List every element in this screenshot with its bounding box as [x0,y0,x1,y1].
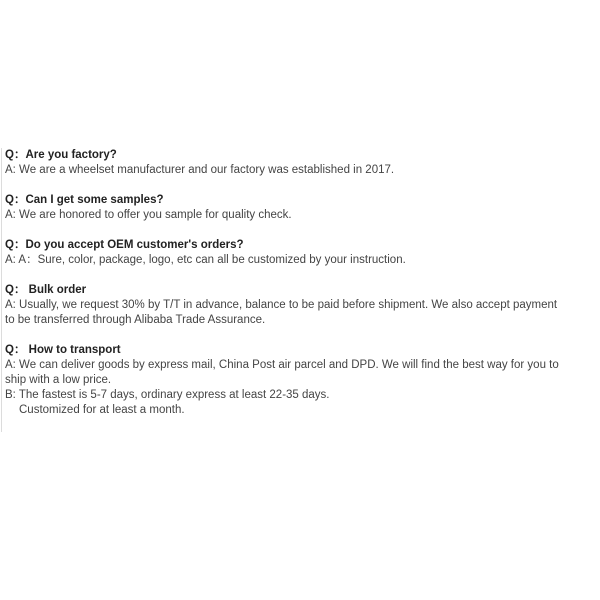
faq-question: Q：Do you accept OEM customer's orders? [5,239,244,251]
faq-item-oem [5,238,565,268]
faq-question: Q： Bulk order [5,284,87,296]
faq-answer: A: We can deliver goods by express mail, China Post air parcel and DPD. We will find the best way for you to ship with a low price. [5,359,559,386]
faq-question: Q： How to transport [5,344,121,356]
faq-answer-b: B: The fastest is 5-7 days, ordinary express at least 22-35 days. [5,389,330,401]
faq-answer: A: A：Sure, color, package, logo, etc can all be customized by your instruction. [5,254,406,266]
faq-item-factory [5,148,565,178]
faq-answer: A: Usually, we request 30% by T/T in advance, balance to be paid before shipment. We also accept payment to be transferred through Alibaba Trade Assurance. [5,299,558,326]
faq-item-transport [5,343,565,418]
faq-section [5,148,565,433]
faq-question: Q：Are you factory? [5,149,117,161]
left-divider [1,148,2,432]
faq-answer: A: We are a wheelset manufacturer and our factory was established in 2017. [5,164,395,176]
faq-item-bulk-order [5,283,565,328]
faq-item-samples [5,193,565,223]
faq-question: Q：Can I get some samples? [5,194,164,206]
faq-answer-note: Customized for at least a month. [19,404,185,416]
faq-answer: A: We are honored to offer you sample for quality check. [5,209,292,221]
